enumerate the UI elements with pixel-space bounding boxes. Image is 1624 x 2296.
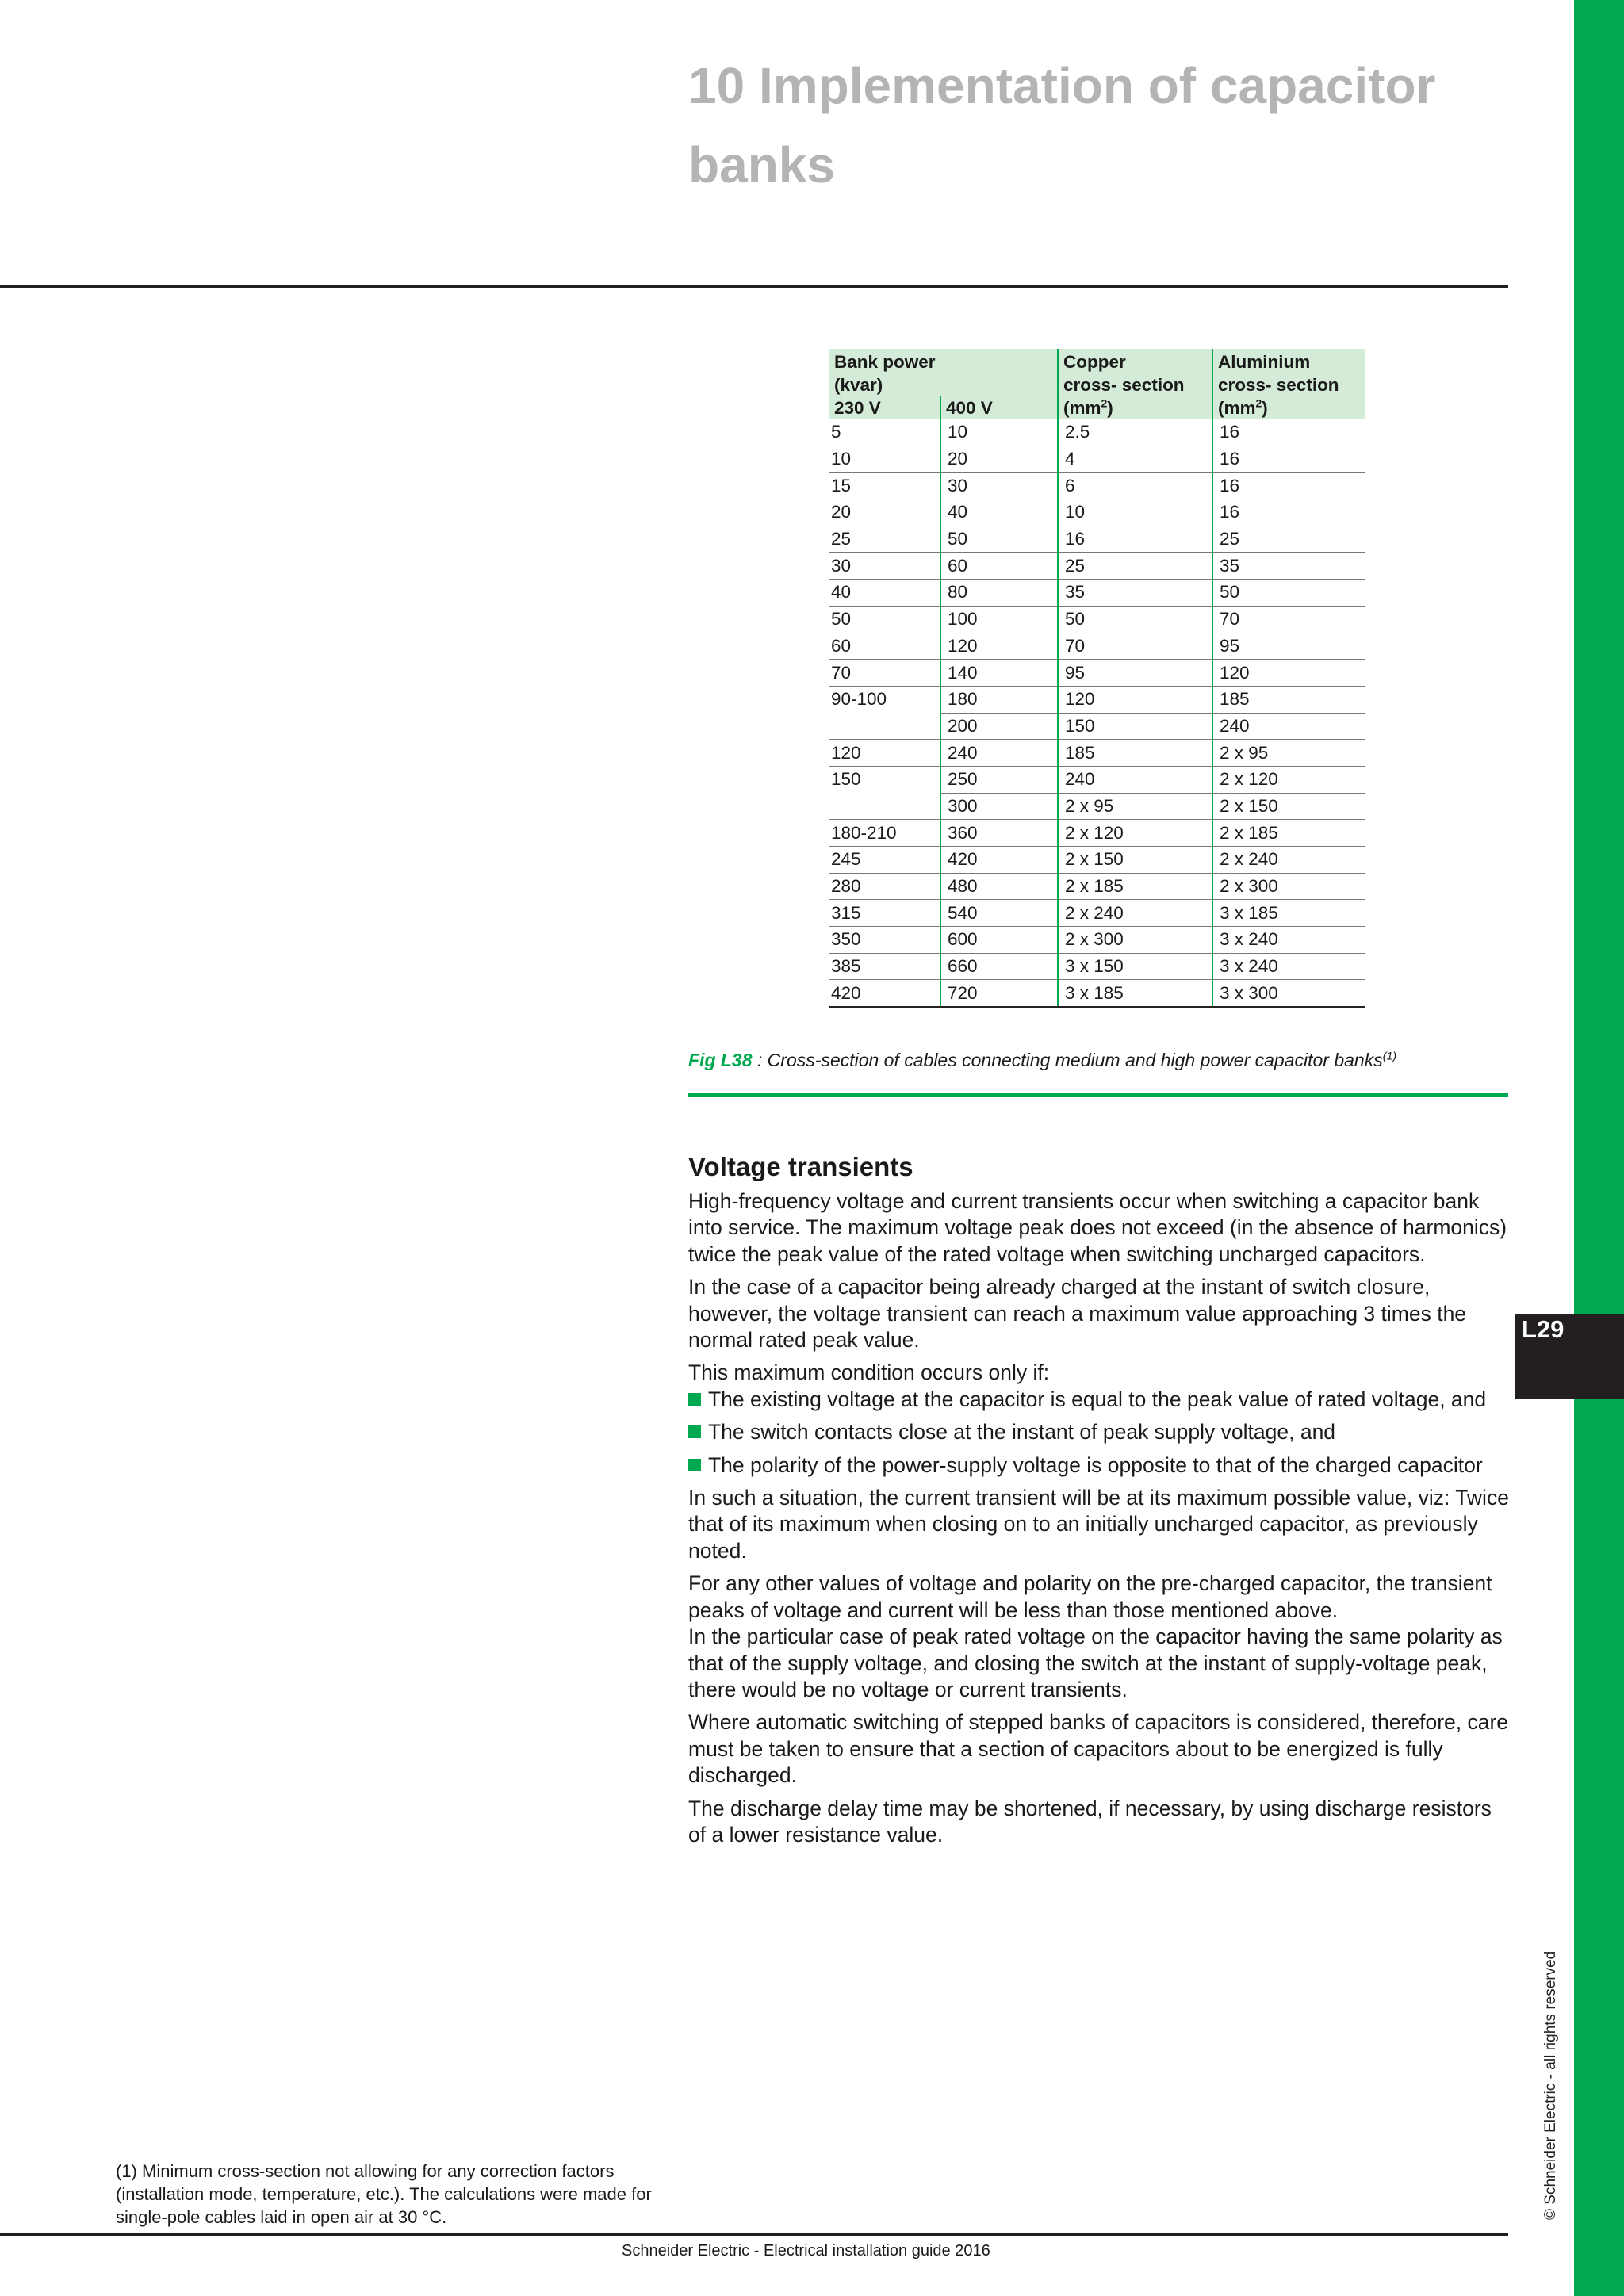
table-row [829, 419, 1365, 446]
cell-copper: 3 x 185 [1058, 980, 1212, 1008]
cell-aluminium: 95 [1212, 633, 1365, 660]
cell-400v: 200 [940, 713, 1058, 740]
cell-230v: 180-210 [829, 820, 940, 847]
cell-230v [829, 713, 940, 740]
cell-400v: 660 [940, 953, 1058, 980]
cell-400v: 540 [940, 900, 1058, 927]
cell-aluminium: 16 [1212, 419, 1365, 446]
page-number: L29 [1522, 1315, 1565, 1343]
voltage-transients-section [688, 1151, 1513, 1854]
cell-copper: 2 x 300 [1058, 927, 1212, 954]
cell-aluminium: 70 [1212, 606, 1365, 633]
cell-copper: 10 [1058, 499, 1212, 526]
header-aluminium: Aluminium cross- section $(mm^2)$ [1212, 349, 1365, 419]
paragraph: This maximum condition occurs only if: [688, 1360, 1050, 1385]
figure-number: Fig L38 [688, 1050, 753, 1070]
cell-aluminium: 2 x 240 [1212, 847, 1365, 874]
cable-cross-section-table [829, 349, 1365, 1008]
cell-copper: 2 x 95 [1058, 793, 1212, 820]
paragraph: In the case of a capacitor being already charged at the instant of switch closure, however, the voltage transient can reach a maximum value approaching 3 times the normal rated peak value. [688, 1275, 1467, 1353]
figure-caption-text: : Cross-section of cables connecting medium and high power capacitor banks [752, 1050, 1383, 1070]
cell-aluminium: 2 x 120 [1212, 766, 1365, 793]
cell-230v: 280 [829, 873, 940, 900]
cell-aluminium: 2 x 150 [1212, 793, 1365, 820]
figure-caption [688, 1050, 1396, 1071]
cell-230v: 5 [829, 419, 940, 446]
cell-400v: 180 [940, 686, 1058, 713]
cell-aluminium: 185 [1212, 686, 1365, 713]
cell-230v: 10 [829, 446, 940, 473]
cell-aluminium: 3 x 185 [1212, 900, 1365, 927]
cell-aluminium: 16 [1212, 446, 1365, 473]
table-row [829, 713, 1365, 740]
cell-230v: 150 [831, 769, 861, 790]
table-row [829, 686, 1365, 713]
table-row [829, 473, 1365, 499]
cell-400v: 10 [940, 419, 1058, 446]
cell-400v: 30 [940, 473, 1058, 499]
cell-400v: 40 [940, 499, 1058, 526]
cell-aluminium: 2 x 185 [1212, 820, 1365, 847]
cell-aluminium: 50 [1212, 580, 1365, 607]
cell-aluminium: 240 [1212, 713, 1365, 740]
cell-400v: 60 [940, 553, 1058, 580]
cell-copper: 2 x 185 [1058, 873, 1212, 900]
table-row [829, 980, 1365, 1008]
cell-copper: 4 [1058, 446, 1212, 473]
header-copper: Copper cross- section $(mm^2)$ [1058, 349, 1212, 419]
cell-400v: 250 [940, 766, 1058, 793]
cell-400v: 20 [940, 446, 1058, 473]
paragraph: In the particular case of peak rated voltage on the capacitor having the same polarity as that of the supply voltage, and closing the switch at the instant of supply-voltage peak, there would be no voltage or current transients. [688, 1624, 1503, 1701]
cell-copper: 3 x 150 [1058, 953, 1212, 980]
header-400v: 400 V [940, 396, 1058, 419]
paragraph: For any other values of voltage and polarity on the pre-charged capacitor, the transient peaks of voltage and current will be less than those mentioned above. [688, 1571, 1492, 1622]
cell-400v: 600 [940, 927, 1058, 954]
table-row [829, 927, 1365, 954]
cell-aluminium: 16 [1212, 473, 1365, 499]
footnote: (1) Minimum cross-section not allowing for any correction factors (installation mode, temperature, etc.). The calculations were made for single-pole cables laid in open air at 30 °C. [116, 2161, 652, 2227]
chapter-title: 10 Implementation of capacitor banks [688, 57, 1436, 193]
cell-copper: 95 [1058, 660, 1212, 687]
cell-230v: 90-100 [831, 689, 887, 710]
cell-aluminium: 3 x 240 [1212, 953, 1365, 980]
table-row [829, 820, 1365, 847]
figure-footnote-ref: (1) [1382, 1050, 1397, 1063]
side-color-bar [1574, 0, 1624, 2296]
table-row [829, 526, 1365, 553]
footer-divider [0, 2233, 1508, 2236]
bullet-square-icon [688, 1459, 701, 1471]
cell-copper: 25 [1058, 553, 1212, 580]
cell-copper: 50 [1058, 606, 1212, 633]
paragraph: High-frequency voltage and current transients occur when switching a capacitor bank into service. The maximum voltage peak does not exceed (in the absence of harmonics) twice the peak value of the rated voltage when switching uncharged capacitors. [688, 1189, 1507, 1266]
table-row [829, 766, 1365, 793]
table-row [829, 606, 1365, 633]
table-row [829, 553, 1365, 580]
cell-400v: 240 [940, 740, 1058, 767]
cell-230v: 15 [829, 473, 940, 499]
table-row [829, 873, 1365, 900]
cell-400v: 140 [940, 660, 1058, 687]
cell-400v: 480 [940, 873, 1058, 900]
bullet-item: The existing voltage at the capacitor is equal to the peak value of rated voltage, and [688, 1387, 1513, 1413]
cell-aluminium: 16 [1212, 499, 1365, 526]
cell-copper: 70 [1058, 633, 1212, 660]
bullet-square-icon [688, 1393, 701, 1406]
cell-400v: 360 [940, 820, 1058, 847]
cell-400v: 50 [940, 526, 1058, 553]
cell-230v: 385 [829, 953, 940, 980]
cell-230v: 60 [829, 633, 940, 660]
cell-400v: 80 [940, 580, 1058, 607]
table-row [829, 580, 1365, 607]
cell-copper: 35 [1058, 580, 1212, 607]
cell-230v: 30 [829, 553, 940, 580]
cell-230v: 315 [829, 900, 940, 927]
cell-copper: 120 [1058, 686, 1212, 713]
cell-aluminium: 3 x 300 [1212, 980, 1365, 1008]
caption-divider [688, 1093, 1508, 1097]
cell-aluminium: 2 x 300 [1212, 873, 1365, 900]
cell-copper: 2 x 150 [1058, 847, 1212, 874]
table-row [829, 446, 1365, 473]
cell-400v: 420 [940, 847, 1058, 874]
table-row [829, 847, 1365, 874]
cell-400v: 120 [940, 633, 1058, 660]
cell-230v: 120 [829, 740, 940, 767]
cell-230v: 25 [829, 526, 940, 553]
copyright-notice: © Schneider Electric - all rights reserved [1542, 1950, 1559, 2220]
cell-230v: 420 [829, 980, 940, 1008]
cell-230v: 20 [829, 499, 940, 526]
table-row [829, 499, 1365, 526]
table-row [829, 900, 1365, 927]
header-bank-power: Bank power (kvar) [829, 349, 1058, 396]
cell-copper: 2 x 240 [1058, 900, 1212, 927]
cell-aluminium: 3 x 240 [1212, 927, 1365, 954]
cell-copper: 2 x 120 [1058, 820, 1212, 847]
cell-copper: 6 [1058, 473, 1212, 499]
bullet-item: The polarity of the power-supply voltage is opposite to that of the charged capacitor [688, 1452, 1513, 1479]
cell-copper: 150 [1058, 713, 1212, 740]
cell-copper: 240 [1058, 766, 1212, 793]
cell-copper: 185 [1058, 740, 1212, 767]
cell-copper: 2.5 [1058, 419, 1212, 446]
cell-230v: 40 [829, 580, 940, 607]
paragraph: Where automatic switching of stepped banks of capacitors is considered, therefore, care must be taken to ensure that a section of capacitors about to be energized is fully discharged. [688, 1710, 1509, 1788]
cell-400v: 300 [940, 793, 1058, 820]
cell-230v: 50 [829, 606, 940, 633]
header-divider [0, 285, 1508, 288]
header-230v: 230 V [829, 396, 940, 419]
table-row [829, 740, 1365, 767]
cell-230v: 350 [829, 927, 940, 954]
table-row [829, 633, 1365, 660]
table-row [829, 953, 1365, 980]
section-heading: Voltage transients [688, 1152, 914, 1181]
cell-aluminium: 35 [1212, 553, 1365, 580]
table-row [829, 660, 1365, 687]
cell-copper: 16 [1058, 526, 1212, 553]
cell-230v: 245 [829, 847, 940, 874]
paragraph: In such a situation, the current transient will be at its maximum possible value, viz: Twice that of its maximum when closing on to an initially uncharged capacitor, as previously noted. [688, 1486, 1509, 1563]
cell-230v [829, 793, 940, 820]
bullet-item: The switch contacts close at the instant of peak supply voltage, and [688, 1419, 1513, 1445]
cell-aluminium: 2 x 95 [1212, 740, 1365, 767]
cell-230v: 70 [829, 660, 940, 687]
paragraph: The discharge delay time may be shortened, if necessary, by using discharge resistors of a lower resistance value. [688, 1796, 1492, 1846]
cell-aluminium: 25 [1212, 526, 1365, 553]
cell-400v: 100 [940, 606, 1058, 633]
bullet-square-icon [688, 1425, 701, 1438]
cell-aluminium: 120 [1212, 660, 1365, 687]
table-row [829, 793, 1365, 820]
cell-400v: 720 [940, 980, 1058, 1008]
page-number-tab [1515, 1314, 1624, 1399]
